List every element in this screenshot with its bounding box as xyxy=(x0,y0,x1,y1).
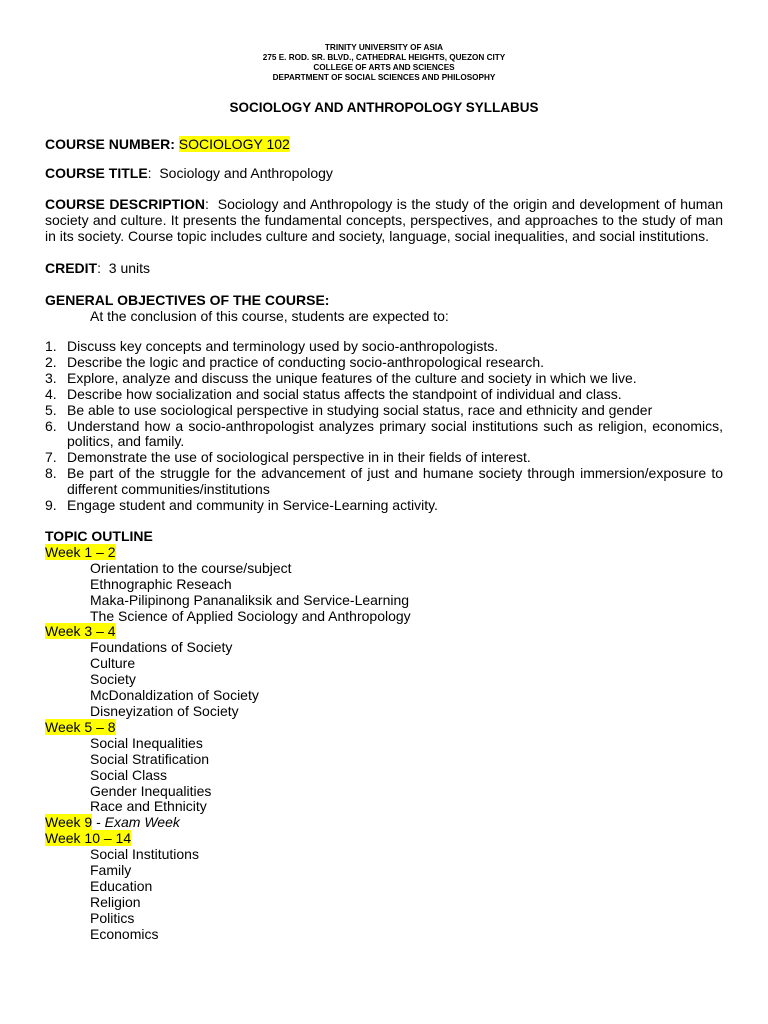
topic-item: Economics xyxy=(90,925,159,942)
objective-number: 7. xyxy=(45,449,57,466)
week-label: Week 10 – 14 xyxy=(45,830,132,847)
week-note-separator: - xyxy=(92,814,105,831)
objective-number: 3. xyxy=(45,369,57,386)
objectives-heading: GENERAL OBJECTIVES OF THE COURSE: xyxy=(45,292,330,308)
week-heading xyxy=(45,624,411,640)
objective-item xyxy=(45,403,723,419)
objectives-intro: At the conclusion of this course, students are expected to: xyxy=(90,308,449,324)
week-heading xyxy=(45,545,411,561)
course-title-separator: : xyxy=(147,165,160,181)
objective-number: 6. xyxy=(45,417,57,434)
topic-item: Maka-Pilipinong Pananaliksik and Service-Learning xyxy=(90,591,410,608)
course-number-value: SOCIOLOGY 102 xyxy=(178,136,290,152)
week-heading xyxy=(45,815,411,831)
week-label: Week 1 – 2 xyxy=(45,543,116,560)
topic-item: Orientation to the course/subject xyxy=(90,559,292,576)
course-title-value: Sociology and Anthropology xyxy=(159,165,333,181)
topic-item: Social Inequalities xyxy=(90,734,203,751)
objective-text: Understand how a socio-anthropologist analyzes primary social institutions such as religion, economics, politics, and family. xyxy=(67,417,723,450)
objective-item xyxy=(45,371,723,387)
objective-text: Demonstrate the use of sociological perspective in in their fields of interest. xyxy=(67,449,531,466)
objective-number: 1. xyxy=(45,338,57,354)
objective-number: 2. xyxy=(45,353,57,370)
objective-text: Explore, analyze and discuss the unique features of the culture and society in which we live. xyxy=(67,369,637,386)
document-title: SOCIOLOGY AND ANTHROPOLOGY SYLLABUS xyxy=(229,100,539,115)
week-label: Week 9 xyxy=(45,814,93,831)
topic-item: Disneyization of Society xyxy=(90,702,239,719)
credit-separator: : xyxy=(97,260,109,276)
course-title xyxy=(45,165,333,181)
topic-item: Social Class xyxy=(90,766,168,783)
course-description-separator: : xyxy=(205,196,218,212)
week-heading xyxy=(45,720,411,736)
topic-item: Social Institutions xyxy=(90,846,199,863)
topic-item: Politics xyxy=(90,909,135,926)
topic-item: McDonaldization of Society xyxy=(90,687,259,704)
course-description-label: COURSE DESCRIPTION xyxy=(45,196,205,212)
topic-item: Family xyxy=(90,862,132,879)
objective-text: Discuss key concepts and terminology used by socio-anthropologists. xyxy=(67,338,499,354)
credit xyxy=(45,260,150,276)
objective-text: Engage student and community in Service-Learning activity. xyxy=(67,497,438,514)
topic-item: Education xyxy=(90,877,153,894)
objective-item xyxy=(45,450,723,466)
university-address: 275 E. ROD. SR. BLVD., CATHEDRAL HEIGHTS, QUEZON CITY xyxy=(262,53,506,62)
objective-item xyxy=(45,466,723,498)
week-label: Week 5 – 8 xyxy=(45,718,116,735)
topic-outline xyxy=(45,529,411,943)
objective-number: 9. xyxy=(45,497,57,514)
objective-item xyxy=(45,355,723,371)
credit-value: 3 units xyxy=(108,260,151,276)
topic-item: Society xyxy=(90,671,136,688)
topic-item: Religion xyxy=(90,893,141,910)
objective-item xyxy=(45,419,723,451)
topic-outline-heading: TOPIC OUTLINE xyxy=(45,528,153,544)
department-name: DEPARTMENT OF SOCIAL SCIENCES AND PHILOSOPHY xyxy=(272,73,496,82)
week-heading xyxy=(45,831,411,847)
topic-item: Race and Ethnicity xyxy=(90,798,207,815)
objective-item xyxy=(45,498,723,514)
credit-label: CREDIT xyxy=(45,260,98,276)
topic-item: Gender Inequalities xyxy=(90,782,212,799)
objective-item xyxy=(45,339,723,355)
university-header xyxy=(0,43,768,83)
topic-item: Culture xyxy=(90,655,136,672)
course-title-label: COURSE TITLE xyxy=(45,165,148,181)
topic-item: The Science of Applied Sociology and Anthropology xyxy=(90,607,411,624)
weeks-list xyxy=(45,545,411,943)
objective-item xyxy=(45,387,723,403)
objective-number: 8. xyxy=(45,465,57,482)
objective-text: Be able to use sociological perspective in studying social status, race and ethnicity and gender xyxy=(67,401,653,418)
topic-item: Ethnographic Reseach xyxy=(90,575,232,592)
college-name: COLLEGE OF ARTS AND SCIENCES xyxy=(313,63,455,72)
course-description-text: Sociology and Anthropology is the study of the origin and development of human society and culture. It presents the fundamental concepts, perspectives, and approaches to the study of man in its society. Course topic includes culture and society, language, social inequalities, and social institutions. xyxy=(45,196,723,245)
objectives-list xyxy=(45,339,723,514)
objective-number: 4. xyxy=(45,385,57,402)
university-name: TRINITY UNIVERSITY OF ASIA xyxy=(324,43,444,52)
course-number-label: COURSE NUMBER: xyxy=(45,136,175,152)
week-label: Week 3 – 4 xyxy=(45,623,116,640)
week-note: Exam Week xyxy=(104,814,180,831)
objective-text: Describe how socialization and social status affects the standpoint of individual and class. xyxy=(67,385,622,402)
topic-item: Social Stratification xyxy=(90,750,210,767)
objective-text: Be part of the struggle for the advancement of just and humane society through immersion/exposure to different communities/institutions xyxy=(67,465,723,498)
topic-item: Foundations of Society xyxy=(90,639,233,656)
course-description xyxy=(45,196,723,245)
course-number xyxy=(45,136,290,152)
objective-number: 5. xyxy=(45,401,57,418)
objective-text: Describe the logic and practice of conducting socio-anthropological research. xyxy=(67,353,545,370)
